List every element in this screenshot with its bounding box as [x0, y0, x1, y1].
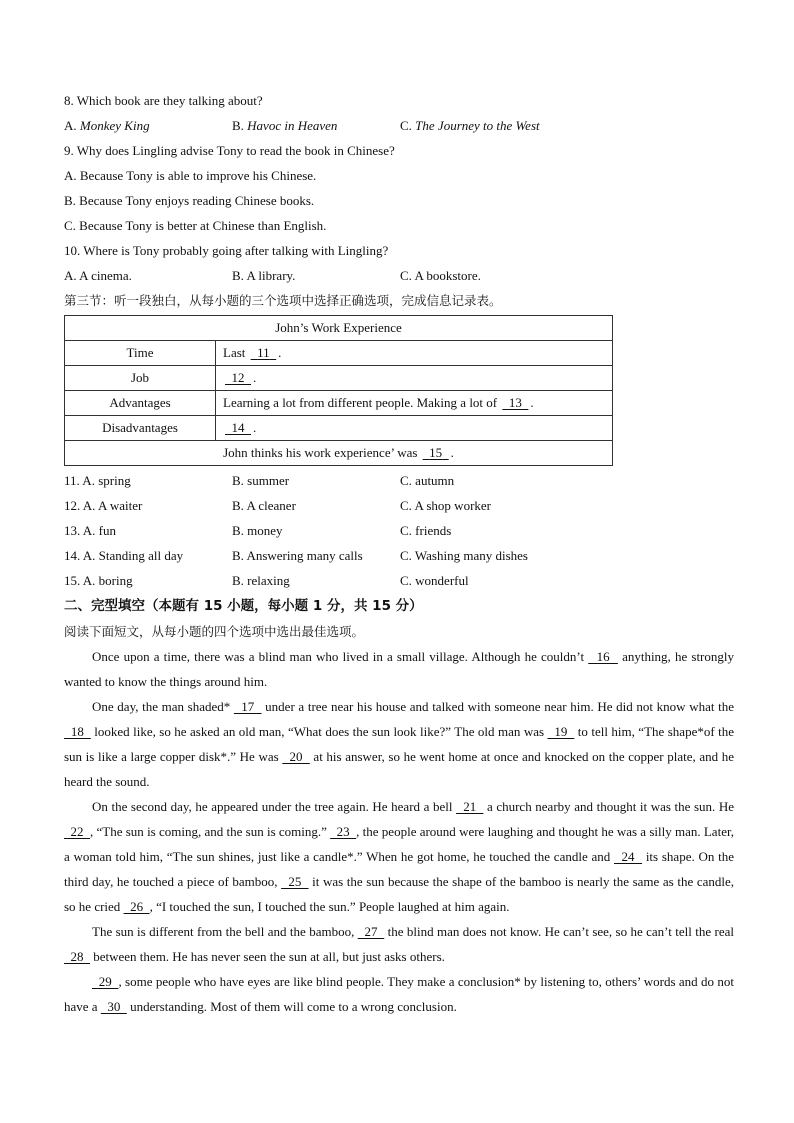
cloze-blank[interactable]: 27	[357, 924, 385, 939]
option-a[interactable]: A. A cinema.	[64, 268, 132, 283]
option-a[interactable]	[64, 113, 232, 138]
question-10-options	[64, 263, 734, 288]
cloze-blank[interactable]: 25	[281, 874, 309, 889]
cloze-blank[interactable]: 16	[588, 649, 618, 664]
row-value: 14 .	[216, 416, 613, 441]
table-footer: John thinks his work experience’ was 15 .	[65, 441, 613, 466]
cloze-blank[interactable]: 20	[282, 749, 310, 764]
passage-paragraph: One day, the man shaded* 17 under a tree near his house and talked with someone near him. He did not know what the 18 looked like, so he asked an old man, “What does the sun look like?” The old man was 19 to tell him, “The shape*of the sun is like a large copper disk*.” He was 20 at his answer, so he went home at once and knocked on the copper plate, and he heard the sound.	[64, 699, 735, 789]
cloze-passage	[64, 644, 734, 1019]
section-3-instruction: 第三节：听一段独白，从每小题的三个选项中选择正确选项，完成信息记录表。	[64, 293, 502, 308]
option-a[interactable]: 11. A. spring	[64, 473, 131, 488]
option-c[interactable]: C. Because Tony is better at Chinese than English.	[64, 218, 327, 233]
question-11	[64, 468, 734, 493]
question-14	[64, 543, 734, 568]
option-a-letter: A.	[64, 118, 80, 133]
answer-blank[interactable]: 13	[508, 395, 522, 410]
question-9: 9. Why does Lingling advise Tony to read the book in Chinese?	[64, 143, 395, 158]
option-a-text: Monkey King	[79, 118, 150, 133]
passage-paragraph: Once upon a time, there was a blind man who lived in a small village. Although he couldn’t 16 anything, he strongly wanted to know the things around him.	[64, 649, 735, 689]
answer-blank[interactable]: 12	[231, 370, 245, 385]
table-title: John’s Work Experience	[65, 316, 613, 341]
page-content	[64, 88, 734, 1019]
cloze-blank[interactable]: 19	[547, 724, 575, 739]
option-b[interactable]: B. money	[232, 523, 283, 538]
option-a[interactable]: A. Because Tony is able to improve his Chinese.	[64, 168, 317, 183]
cloze-blank[interactable]: 24	[614, 849, 643, 864]
option-c-letter: C.	[400, 118, 416, 133]
option-c-text: The Journey to the West	[415, 118, 540, 133]
option-c[interactable]	[400, 113, 540, 138]
option-c[interactable]: C. A bookstore.	[400, 268, 481, 283]
option-c[interactable]: C. A shop worker	[400, 498, 491, 513]
row-label: Disadvantages	[65, 416, 216, 441]
question-13	[64, 518, 734, 543]
question-8: 8. Which book are they talking about?	[64, 93, 263, 108]
option-b[interactable]: B. Answering many calls	[232, 548, 363, 563]
option-b[interactable]	[232, 113, 400, 138]
question-8-options	[64, 113, 734, 138]
option-a[interactable]: 15. A. boring	[64, 573, 133, 588]
row-label: Time	[65, 341, 216, 366]
row-label: Advantages	[65, 391, 216, 416]
option-b-letter: B.	[232, 118, 248, 133]
option-a[interactable]: 13. A. fun	[64, 523, 116, 538]
cloze-blank[interactable]: 26	[123, 899, 150, 914]
option-b[interactable]: B. Because Tony enjoys reading Chinese books.	[64, 193, 315, 208]
option-c[interactable]: C. autumn	[400, 473, 455, 488]
passage-paragraph: 29 , some people who have eyes are like blind people. They make a conclusion* by listening to, others’ words and do not have a 30 understanding. Most of them will come to a wrong conclusion.	[64, 974, 734, 1014]
row-value: Learning a lot from different people. Making a lot of 13 .	[216, 391, 613, 416]
option-c[interactable]: C. friends	[400, 523, 452, 538]
answer-blank[interactable]: 11	[257, 345, 270, 360]
question-12	[64, 493, 734, 518]
cloze-blank[interactable]: 23	[330, 824, 357, 839]
question-15	[64, 568, 734, 593]
option-b[interactable]: B. A library.	[232, 268, 296, 283]
answer-blank[interactable]: 14	[231, 420, 245, 435]
row-label: Job	[65, 366, 216, 391]
option-b[interactable]: B. A cleaner	[232, 498, 296, 513]
part-2-heading: 二、完型填空（本题有 15 小题，每小题 1 分，共 15 分）	[64, 598, 423, 614]
option-c[interactable]: C. wonderful	[400, 573, 469, 588]
info-record-table	[64, 315, 613, 466]
cloze-blank[interactable]: 21	[456, 799, 484, 814]
option-a[interactable]: 14. A. Standing all day	[64, 548, 184, 563]
option-c[interactable]: C. Washing many dishes	[400, 548, 528, 563]
table-row	[65, 341, 613, 366]
option-b[interactable]: B. summer	[232, 473, 290, 488]
question-10: 10. Where is Tony probably going after talking with Lingling?	[64, 243, 389, 258]
option-b-text: Havoc in Heaven	[247, 118, 338, 133]
row-value: 12 .	[216, 366, 613, 391]
cloze-blank[interactable]: 22	[64, 824, 91, 839]
table-row	[65, 391, 613, 416]
cloze-blank[interactable]: 29	[92, 974, 119, 989]
row-value: Last 11 .	[216, 341, 613, 366]
passage-paragraph: The sun is different from the bell and the bamboo, 27 the blind man does not know. He can’t see, so he can’t tell the real 28 between them. He has never seen the sun at all, but just asks others.	[64, 924, 734, 964]
cloze-blank[interactable]: 28	[64, 949, 90, 964]
option-a[interactable]: 12. A. A waiter	[64, 498, 143, 513]
cloze-blank[interactable]: 30	[100, 999, 127, 1014]
table-row	[65, 416, 613, 441]
part-2-instruction: 阅读下面短文，从每小题的四个选项中选出最佳选项。	[64, 624, 365, 639]
passage-paragraph: On the second day, he appeared under the tree again. He heard a bell 21 a church nearby and thought it was the sun. He 22 , “The sun is coming, and the sun is coming.” 23 , the people around were laughing and thought he was a silly man. Later, a woman told him, “The sun shines, just like a candle*.” When he got home, he touched the candle and 24 its shape. On the third day, he touched a piece of bamboo, 25 it was the sun because the shape of the bamboo is nearly the same as the candle, so he cried 26 , “I touched the sun, I touched the sun.” People laughed at him again.	[64, 799, 735, 914]
cloze-blank[interactable]: 17	[233, 699, 262, 714]
table-row	[65, 366, 613, 391]
cloze-blank[interactable]: 18	[64, 724, 91, 739]
option-b[interactable]: B. relaxing	[232, 573, 290, 588]
answer-blank[interactable]: 15	[429, 445, 443, 460]
